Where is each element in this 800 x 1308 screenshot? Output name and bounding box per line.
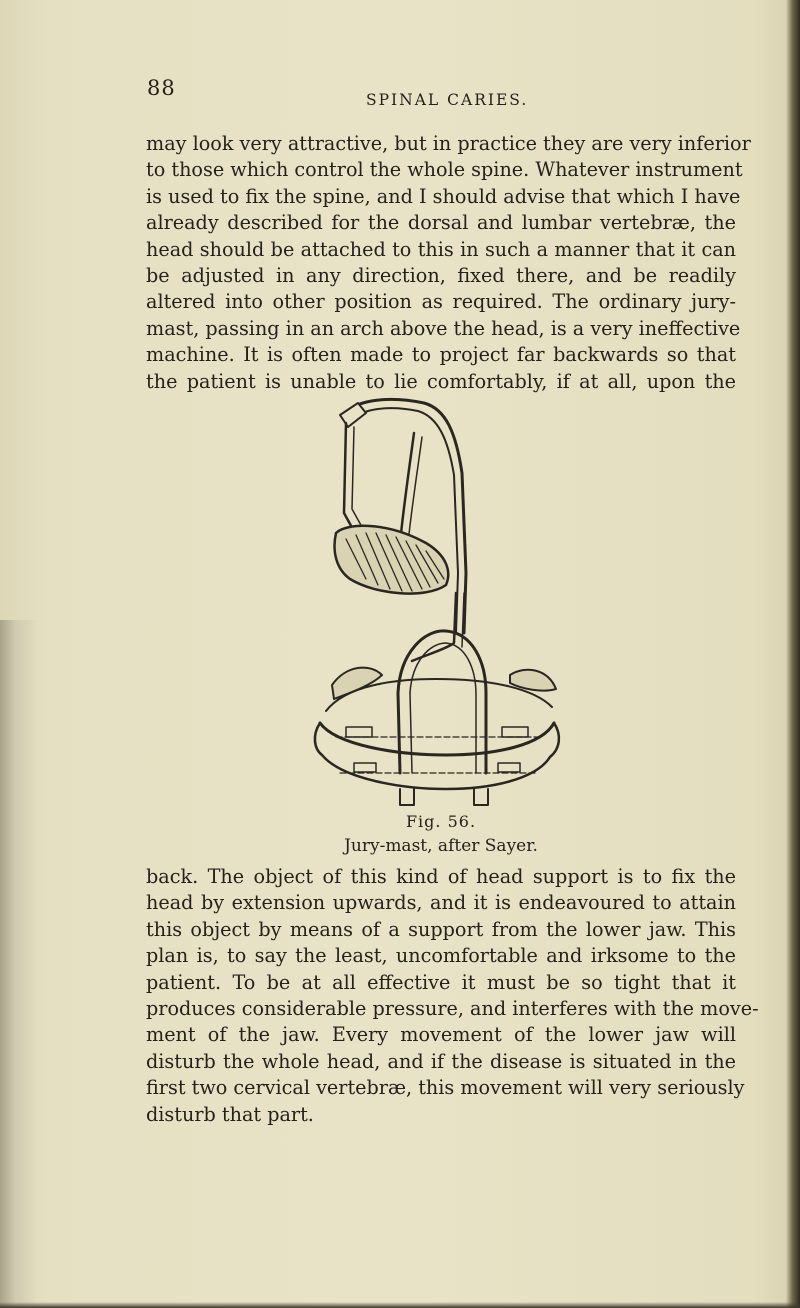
- text-line: mast, passing in an arch above the head, is a very ineffective: [146, 316, 741, 340]
- mast-arch-inner: [354, 408, 458, 633]
- buckle-right: [502, 727, 528, 737]
- buckle-left: [346, 727, 372, 737]
- lower-tab-right: [474, 789, 488, 805]
- paragraph-bottom: [146, 864, 759, 1128]
- figure-label: Fig. 56.: [405, 812, 477, 831]
- text-line: back. The object of this kind of head support is to fix the: [146, 865, 736, 888]
- text-line: may look very attractive, but in practice they are very inferior: [146, 132, 751, 155]
- text-line: is used to fix the spine, and I should advise that which I have: [146, 184, 741, 208]
- text-line: first two cervical vertebræ, this movement will very seriously: [146, 1076, 745, 1100]
- chest-band-left-end: [315, 723, 322, 755]
- left-shoulder-pad: [332, 668, 382, 699]
- mast-upright: [412, 593, 456, 661]
- text-line: machine. It is often made to project far backwards so that: [146, 343, 736, 367]
- text-line: to those which control the whole spine. Whatever instrument: [146, 158, 743, 182]
- neck-arch-left: [398, 693, 400, 773]
- paragraph-top: [146, 131, 751, 395]
- text-line: patient. To be at all effective it must be so tight that it: [146, 970, 736, 994]
- running-head: SPINAL CARIES.: [366, 91, 529, 109]
- lower-tab-left: [400, 789, 414, 805]
- text-line: disturb that part.: [146, 1102, 314, 1126]
- page-left-shadow: [0, 620, 38, 1308]
- text-line: already described for the dorsal and lumbar vertebræ, the: [146, 211, 736, 235]
- page-right-binding-shadow: [786, 0, 800, 1308]
- text-line: be adjusted in any direction, fixed there, and be readily: [146, 263, 736, 287]
- text-line: head should be attached to this in such a manner that it can: [146, 237, 736, 261]
- mast-clamp: [340, 403, 366, 427]
- page-number: 88: [147, 76, 176, 100]
- text-line: altered into other position as required. The ordinary jury-: [146, 290, 736, 314]
- text-line: head by extension upwards, and it is endeavoured to attain: [146, 891, 736, 915]
- text-line: produces considerable pressure, and interferes with the move-: [146, 996, 759, 1020]
- text-line: disturb the whole head, and if the disease is situated in the: [146, 1049, 736, 1073]
- figure-caption: Jury-mast, after Sayer.: [344, 836, 538, 856]
- buckle-lower-left: [354, 763, 376, 772]
- text-line: this object by means of a support from the lower jaw. This: [146, 917, 736, 941]
- text-line: the patient is unable to lie comfortably, if at all, upon the: [146, 369, 736, 393]
- mast-arch: [346, 399, 466, 633]
- chest-band-front: [320, 723, 554, 755]
- page-bottom-shadow: [0, 1302, 800, 1308]
- neck-arch-left-inner: [410, 693, 412, 773]
- center-strap: [400, 433, 414, 543]
- text-line: plan is, to say the least, uncomfortable and irksome to the: [146, 944, 736, 968]
- text-line: ment of the jaw. Every movement of the lower jaw will: [146, 1023, 736, 1047]
- buckle-lower-right: [498, 763, 520, 772]
- jury-mast-illustration: [306, 393, 566, 813]
